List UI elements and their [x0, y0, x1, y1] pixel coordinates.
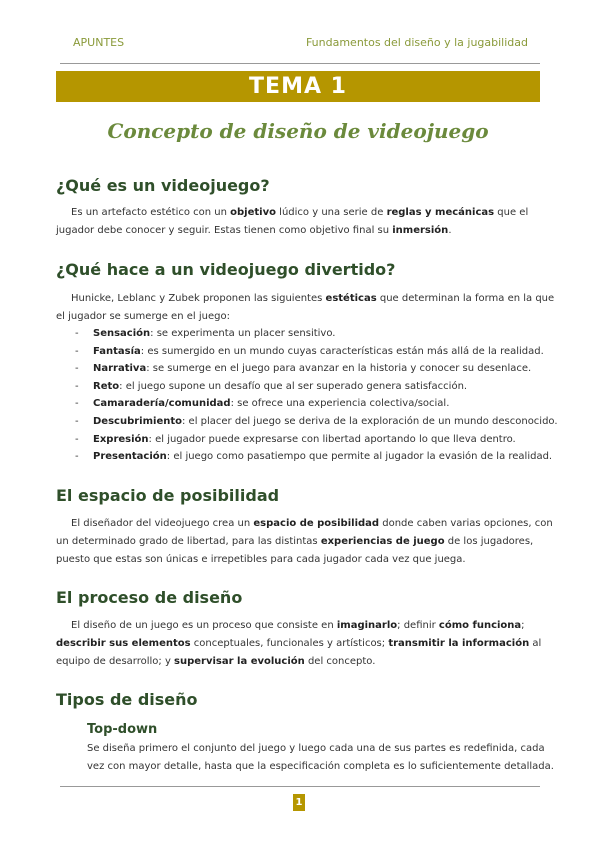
text-line: el jugador se sumerge en el juego:: [56, 311, 230, 322]
paragraph-proceso: [56, 617, 540, 671]
list-item: - Fantasía: es sumergido en un mundo cuyas características están más allá de la realidad.: [75, 345, 544, 357]
text-line: El diseñador del videojuego crea un espacio de posibilidad donde caben varias opciones, con: [71, 518, 553, 529]
page-header: [73, 36, 528, 49]
text-line: Es un artefacto estético con un objetivo lúdico y una serie de reglas y mecánicas que el: [71, 207, 529, 218]
text-line: Se diseña primero el conjunto del juego y luego cada una de sus partes es redefinida, cada: [87, 743, 545, 754]
heading-divertido: ¿Qué hace a un videojuego divertido?: [56, 260, 396, 279]
text-line: un determinado grado de libertad, para las distintas experiencias de juego de los jugadores,: [56, 536, 534, 547]
heading-proceso: El proceso de diseño: [56, 588, 243, 607]
text-line: equipo de desarrollo; y supervisar la evolución del concepto.: [56, 656, 376, 667]
topic-banner: TEMA 1: [56, 71, 540, 102]
subheading-top-down: Top-down: [87, 722, 158, 737]
list-item: - Reto: el juego supone un desafío que al ser superado genera satisfacción.: [75, 380, 468, 392]
page-number: 1: [293, 794, 305, 811]
text-line: describir sus elementos conceptuales, funcionales y artísticos; transmitir la información al: [56, 638, 542, 649]
footer-divider: [60, 786, 540, 787]
text-line: puesto que estas son únicas e irrepetibles para cada jugador cada vez que juega.: [56, 554, 466, 565]
list-item: - Narrativa: se sumerge en el juego para avanzar en la historia y conocer su desenlace.: [75, 363, 532, 375]
heading-espacio: El espacio de posibilidad: [56, 486, 280, 505]
aesthetics-list: [75, 325, 558, 466]
header-right: Fundamentos del diseño y la jugabilidad: [305, 36, 528, 49]
text-line: Hunicke, Leblanc y Zubek proponen las siguientes estéticas que determinan la forma en la que: [71, 293, 555, 304]
paragraph-divertido: [56, 290, 555, 326]
paragraph-espacio: [56, 515, 553, 569]
paragraph-que-es: [56, 204, 540, 240]
list-item: - Sensación: se experimenta un placer sensitivo.: [75, 328, 336, 339]
heading-que-es: ¿Qué es un videojuego?: [56, 176, 270, 195]
list-item: - Descubrimiento: el placer del juego se deriva de la exploración de un mundo desconocido.: [75, 415, 558, 427]
header-left: APUNTES: [73, 36, 125, 49]
list-item: - Camaradería/comunidad: se ofrece una experiencia colectiva/social.: [75, 398, 450, 410]
text-line: El diseño de un juego es un proceso que consiste en imaginarlo; definir cómo funciona;: [71, 620, 525, 631]
paragraph-top-down: [87, 740, 554, 776]
header-divider: [60, 63, 540, 64]
text-line: jugador debe conocer y seguir. Estas tienen como objetivo final su inmersión.: [56, 225, 452, 236]
page-title: Concepto de diseño de videojuego: [107, 119, 489, 143]
text-line: vez con mayor detalle, hasta que la especificación completa es lo suficientemente detallada.: [87, 761, 554, 772]
list-item: - Expresión: el jugador puede expresarse con libertad aportando lo que lleva dentro.: [75, 433, 516, 445]
list-item: - Presentación: el juego como pasatiempo que permite al jugador la evasión de la realidad.: [75, 451, 553, 463]
heading-tipos: Tipos de diseño: [56, 690, 198, 709]
